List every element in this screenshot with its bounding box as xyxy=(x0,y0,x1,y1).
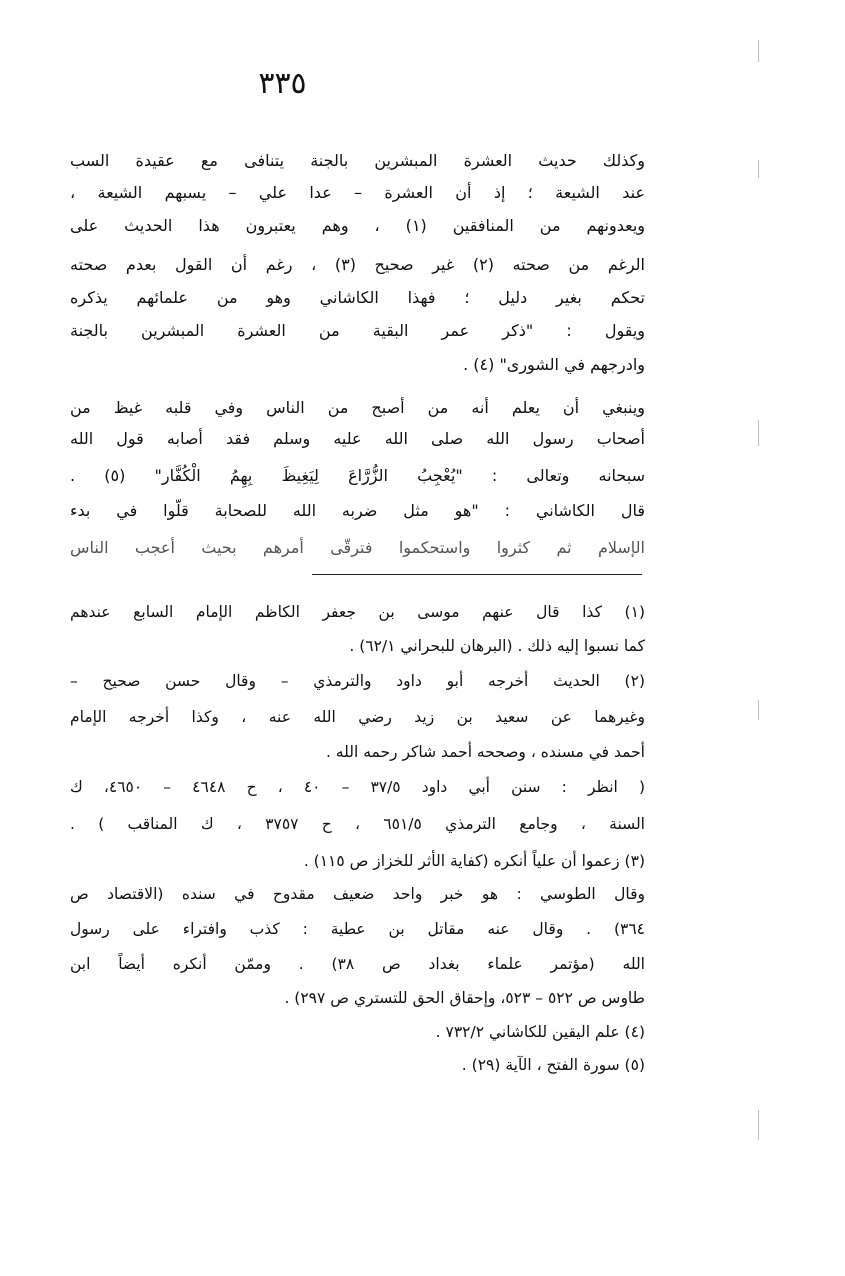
footnote-line: ( انظر : سنن أبي داود ٣٧/٥ – ٤٠ ، ح ٤٦٤٨ – ٤٦٥٠، ك xyxy=(70,778,646,796)
footnote-divider xyxy=(312,574,642,575)
footnote-line: الله (مؤتمر علماء بغداد ص ٣٨) . وممّن أنكره أيضاً ابن xyxy=(70,955,645,973)
body-line: ويعدونهم من المنافقين (١) ، وهم يعتبرون هذا الحديث على xyxy=(70,216,645,235)
footnote-line: كما نسبوا إليه ذلك . (البرهان للبحراني ٦٢/١) . xyxy=(349,637,645,655)
page-number: ٣٣٥ xyxy=(258,66,307,101)
footnote-line: وقال الطوسي : هو خبر واحد ضعيف مقدوح في سنده (الاقتصاد ص xyxy=(70,885,645,903)
body-line: تحكم بغير دليل ؛ فهذا الكاشاني وهو من علمائهم يذكره xyxy=(70,288,645,307)
footnote-line: وغيرهما عن سعيد بن زيد رضي الله عنه ، وكذا أخرجه الإمام xyxy=(70,708,645,726)
body-line: أصحاب رسول الله صلى الله عليه وسلم فقد أصابه قول الله xyxy=(70,429,645,448)
body-line: وادرجهم في الشورى" (٤) . xyxy=(463,355,645,374)
body-line: وكذلك حديث العشرة المبشرين بالجنة يتنافى مع عقيدة السب xyxy=(70,151,645,170)
footnote-line: (٢) الحديث أخرجه أبو داود والترمذي – وقال حسن صحيح – xyxy=(70,672,645,690)
scan-edge-mark xyxy=(758,40,759,62)
body-line: ويقول : "ذكر عمر البقية من العشرة المبشرين بالجنة xyxy=(70,321,645,340)
footnote-line: (٤) علم اليقين للكاشاني ٧٣٢/٢ . xyxy=(435,1023,645,1041)
body-line: وينبغي أن يعلم أنه من أصبح من الناس وفي قلبه غيظ من xyxy=(70,398,645,417)
footnote-line: ٣٦٤) . وقال عنه مقاتل بن عطية : كذب وافتراء على رسول xyxy=(70,920,645,938)
body-line: الإسلام ثم كثروا واستحكموا فترقّى أمرهم بحيث أعجب الناس xyxy=(70,538,645,557)
footnote-line: (١) كذا قال عنهم موسى بن جعفر الكاظم الإمام السابع عندهم xyxy=(70,603,645,621)
footnote-line: أحمد في مسنده ، وصححه أحمد شاكر رحمه الله . xyxy=(325,743,645,761)
scan-edge-mark xyxy=(758,160,759,178)
body-line: الرغم من صحته (٢) غير صحيح (٣) ، رغم أن القول بعدم صحته xyxy=(70,255,646,274)
footnote-line: السنة ، وجامع الترمذي ٦٥١/٥ ، ح ٣٧٥٧ ، ك المناقب ) . xyxy=(70,815,645,833)
body-line: قال الكاشاني : "هو مثل ضربه الله للصحابة قلّوا في بدء xyxy=(70,501,645,520)
body-line: سبحانه وتعالى : "يُعْجِبُ الزُّرَّاعَ لِيَغِيظَ بِهِمُ الْكُفَّار" (٥) . xyxy=(70,466,645,485)
footnote-line: (٣) زعموا أن علياً أنكره (كفاية الأثر للخزاز ص ١١٥) . xyxy=(303,852,645,870)
footnote-line: طاوس ص ٥٢٢ – ٥٢٣، وإحقاق الحق للتستري ص ٢٩٧) . xyxy=(284,989,645,1007)
scan-edge-mark xyxy=(758,700,759,720)
body-line: عند الشيعة ؛ إذ أن العشرة – عدا علي – يسبهم الشيعة ، xyxy=(70,183,645,202)
scan-edge-mark xyxy=(758,420,759,446)
footnote-line: (٥) سورة الفتح ، الآية (٢٩) . xyxy=(461,1056,645,1074)
scan-edge-mark xyxy=(758,1110,759,1140)
